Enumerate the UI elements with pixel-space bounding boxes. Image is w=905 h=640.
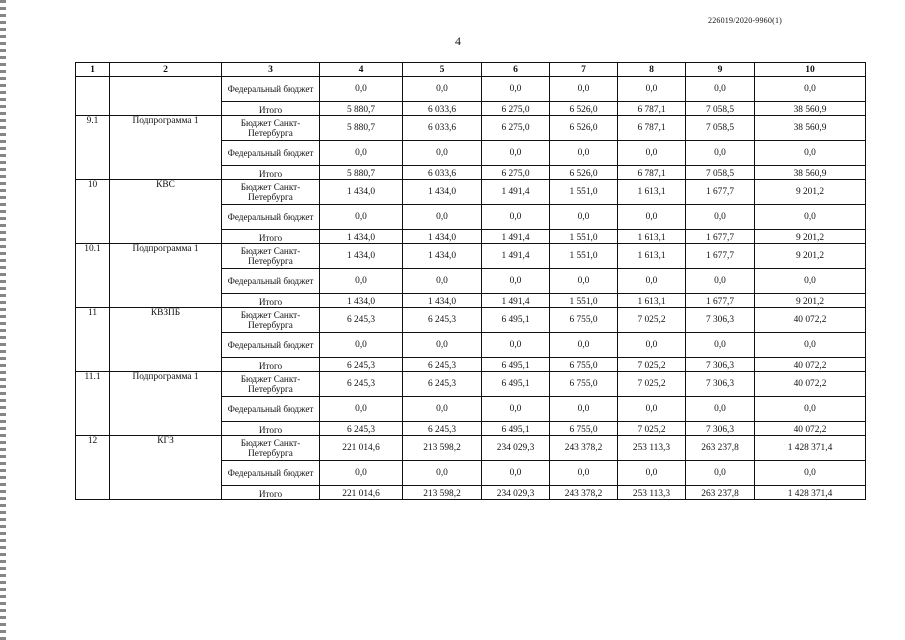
value-cell: 7 025,2 — [618, 308, 686, 333]
header-cell: 3 — [222, 63, 320, 77]
funding-source-cell: Итого — [222, 486, 320, 500]
value-cell: 0,0 — [686, 461, 755, 486]
value-cell: 7 025,2 — [618, 358, 686, 372]
value-cell: 0,0 — [618, 269, 686, 294]
value-cell: 40 072,2 — [755, 422, 866, 436]
program-name-cell: КВЗПБ — [110, 308, 222, 372]
value-cell: 1 434,0 — [320, 244, 403, 269]
value-cell: 0,0 — [686, 205, 755, 230]
value-cell: 6 787,1 — [618, 116, 686, 141]
value-cell: 1 434,0 — [403, 180, 482, 205]
value-cell: 6 245,3 — [403, 422, 482, 436]
value-cell: 7 306,3 — [686, 372, 755, 397]
value-cell: 0,0 — [686, 397, 755, 422]
value-cell: 5 880,7 — [320, 166, 403, 180]
document-id: 226019/2020-9960(1) — [708, 16, 783, 25]
value-cell: 7 058,5 — [686, 166, 755, 180]
value-cell: 0,0 — [686, 141, 755, 166]
table-row — [76, 77, 866, 102]
value-cell: 9 201,2 — [755, 244, 866, 269]
header-cell: 5 — [403, 63, 482, 77]
funding-source-cell: Итого — [222, 294, 320, 308]
value-cell: 1 491,4 — [482, 230, 550, 244]
value-cell: 7 058,5 — [686, 116, 755, 141]
value-cell: 243 378,2 — [550, 436, 618, 461]
program-name-cell: КГЗ — [110, 436, 222, 500]
funding-source-cell: Федеральный бюджет — [222, 461, 320, 486]
program-name-cell: Подпрограмма 1 — [110, 372, 222, 436]
scan-edge-artifact — [0, 0, 6, 640]
funding-source-cell: Федеральный бюджет — [222, 333, 320, 358]
value-cell: 0,0 — [482, 77, 550, 102]
funding-source-cell: Бюджет Санкт-Петербурга — [222, 308, 320, 333]
value-cell: 1 491,4 — [482, 180, 550, 205]
value-cell: 9 201,2 — [755, 294, 866, 308]
value-cell: 0,0 — [403, 269, 482, 294]
value-cell: 0,0 — [550, 333, 618, 358]
value-cell: 0,0 — [482, 269, 550, 294]
value-cell: 0,0 — [550, 269, 618, 294]
value-cell: 1 677,7 — [686, 180, 755, 205]
value-cell: 1 613,1 — [618, 244, 686, 269]
program-name-cell: КВС — [110, 180, 222, 244]
value-cell: 0,0 — [755, 77, 866, 102]
funding-source-cell: Итого — [222, 422, 320, 436]
value-cell: 6 755,0 — [550, 422, 618, 436]
value-cell: 0,0 — [550, 77, 618, 102]
funding-source-cell: Бюджет Санкт-Петербурга — [222, 372, 320, 397]
value-cell: 1 677,7 — [686, 230, 755, 244]
value-cell: 0,0 — [618, 77, 686, 102]
page-number: 4 — [455, 34, 461, 48]
header-cell: 4 — [320, 63, 403, 77]
value-cell: 0,0 — [482, 141, 550, 166]
value-cell: 6 787,1 — [618, 102, 686, 116]
value-cell: 6 495,1 — [482, 372, 550, 397]
value-cell: 1 677,7 — [686, 244, 755, 269]
program-code-cell — [76, 77, 110, 116]
value-cell: 0,0 — [320, 397, 403, 422]
budget-table — [75, 62, 866, 500]
header-cell: 2 — [110, 63, 222, 77]
value-cell: 1 434,0 — [320, 294, 403, 308]
value-cell: 38 560,9 — [755, 102, 866, 116]
value-cell: 1 434,0 — [320, 230, 403, 244]
value-cell: 6 245,3 — [403, 358, 482, 372]
value-cell: 1 491,4 — [482, 294, 550, 308]
value-cell: 0,0 — [403, 461, 482, 486]
value-cell: 6 033,6 — [403, 166, 482, 180]
header-cell: 8 — [618, 63, 686, 77]
value-cell: 0,0 — [618, 141, 686, 166]
header-cell: 1 — [76, 63, 110, 77]
value-cell: 40 072,2 — [755, 358, 866, 372]
value-cell: 0,0 — [320, 77, 403, 102]
value-cell: 6 495,1 — [482, 308, 550, 333]
funding-source-cell: Итого — [222, 102, 320, 116]
value-cell: 0,0 — [755, 397, 866, 422]
value-cell: 1 491,4 — [482, 244, 550, 269]
value-cell: 1 613,1 — [618, 230, 686, 244]
value-cell: 0,0 — [403, 397, 482, 422]
program-name-cell: Подпрограмма 1 — [110, 116, 222, 180]
value-cell: 1 551,0 — [550, 230, 618, 244]
value-cell: 9 201,2 — [755, 180, 866, 205]
value-cell: 0,0 — [403, 333, 482, 358]
value-cell: 1 551,0 — [550, 180, 618, 205]
table-row — [76, 308, 866, 333]
header-cell: 9 — [686, 63, 755, 77]
value-cell: 7 306,3 — [686, 422, 755, 436]
value-cell: 6 526,0 — [550, 102, 618, 116]
value-cell: 0,0 — [403, 205, 482, 230]
value-cell: 0,0 — [482, 461, 550, 486]
value-cell: 6 526,0 — [550, 116, 618, 141]
table-row — [76, 116, 866, 141]
value-cell: 1 428 371,4 — [755, 486, 866, 500]
funding-source-cell: Итого — [222, 230, 320, 244]
value-cell: 7 306,3 — [686, 308, 755, 333]
value-cell: 0,0 — [550, 141, 618, 166]
value-cell: 6 245,3 — [320, 308, 403, 333]
value-cell: 221 014,6 — [320, 486, 403, 500]
value-cell: 1 551,0 — [550, 244, 618, 269]
funding-source-cell: Федеральный бюджет — [222, 397, 320, 422]
program-code-cell: 10.1 — [76, 244, 110, 308]
value-cell: 1 434,0 — [403, 294, 482, 308]
value-cell: 0,0 — [755, 461, 866, 486]
value-cell: 0,0 — [686, 269, 755, 294]
value-cell: 0,0 — [403, 77, 482, 102]
value-cell: 0,0 — [482, 397, 550, 422]
program-code-cell: 11 — [76, 308, 110, 372]
funding-source-cell: Итого — [222, 166, 320, 180]
value-cell: 0,0 — [686, 77, 755, 102]
value-cell: 1 677,7 — [686, 294, 755, 308]
header-cell: 10 — [755, 63, 866, 77]
value-cell: 6 755,0 — [550, 308, 618, 333]
funding-source-cell: Бюджет Санкт-Петербурга — [222, 116, 320, 141]
value-cell: 6 275,0 — [482, 102, 550, 116]
value-cell: 0,0 — [320, 205, 403, 230]
value-cell: 263 237,8 — [686, 486, 755, 500]
value-cell: 234 029,3 — [482, 436, 550, 461]
value-cell: 213 598,2 — [403, 486, 482, 500]
value-cell: 38 560,9 — [755, 166, 866, 180]
funding-source-cell: Итого — [222, 358, 320, 372]
value-cell: 6 245,3 — [320, 358, 403, 372]
value-cell: 9 201,2 — [755, 230, 866, 244]
table-row — [76, 372, 866, 397]
value-cell: 0,0 — [618, 397, 686, 422]
value-cell: 213 598,2 — [403, 436, 482, 461]
value-cell: 6 245,3 — [320, 372, 403, 397]
value-cell: 6 787,1 — [618, 166, 686, 180]
value-cell: 6 245,3 — [320, 422, 403, 436]
funding-source-cell: Бюджет Санкт-Петербурга — [222, 244, 320, 269]
header-cell: 7 — [550, 63, 618, 77]
program-code-cell: 11.1 — [76, 372, 110, 436]
value-cell: 1 434,0 — [403, 230, 482, 244]
funding-source-cell: Федеральный бюджет — [222, 141, 320, 166]
value-cell: 6 495,1 — [482, 422, 550, 436]
value-cell: 243 378,2 — [550, 486, 618, 500]
value-cell: 6 245,3 — [403, 308, 482, 333]
value-cell: 0,0 — [618, 205, 686, 230]
table-row — [76, 180, 866, 205]
value-cell: 253 113,3 — [618, 436, 686, 461]
value-cell: 6 495,1 — [482, 358, 550, 372]
value-cell: 38 560,9 — [755, 116, 866, 141]
value-cell: 221 014,6 — [320, 436, 403, 461]
header-cell: 6 — [482, 63, 550, 77]
funding-source-cell: Федеральный бюджет — [222, 77, 320, 102]
value-cell: 6 755,0 — [550, 372, 618, 397]
value-cell: 0,0 — [482, 205, 550, 230]
value-cell: 6 275,0 — [482, 116, 550, 141]
value-cell: 0,0 — [618, 333, 686, 358]
program-code-cell: 12 — [76, 436, 110, 500]
value-cell: 1 434,0 — [403, 244, 482, 269]
value-cell: 0,0 — [686, 333, 755, 358]
funding-source-cell: Федеральный бюджет — [222, 269, 320, 294]
value-cell: 263 237,8 — [686, 436, 755, 461]
value-cell: 0,0 — [320, 269, 403, 294]
value-cell: 234 029,3 — [482, 486, 550, 500]
funding-source-cell: Бюджет Санкт-Петербурга — [222, 180, 320, 205]
value-cell: 6 526,0 — [550, 166, 618, 180]
value-cell: 6 245,3 — [403, 372, 482, 397]
value-cell: 40 072,2 — [755, 308, 866, 333]
value-cell: 40 072,2 — [755, 372, 866, 397]
value-cell: 6 275,0 — [482, 166, 550, 180]
value-cell: 6 033,6 — [403, 116, 482, 141]
value-cell: 0,0 — [755, 269, 866, 294]
value-cell: 0,0 — [482, 333, 550, 358]
program-code-cell: 10 — [76, 180, 110, 244]
funding-source-cell: Бюджет Санкт-Петербурга — [222, 436, 320, 461]
value-cell: 7 058,5 — [686, 102, 755, 116]
table-row — [76, 436, 866, 461]
table-row — [76, 244, 866, 269]
funding-source-cell: Федеральный бюджет — [222, 205, 320, 230]
value-cell: 7 306,3 — [686, 358, 755, 372]
value-cell: 0,0 — [320, 461, 403, 486]
value-cell: 0,0 — [755, 141, 866, 166]
value-cell: 5 880,7 — [320, 102, 403, 116]
value-cell: 1 613,1 — [618, 180, 686, 205]
value-cell: 1 428 371,4 — [755, 436, 866, 461]
value-cell: 0,0 — [550, 461, 618, 486]
value-cell: 0,0 — [320, 333, 403, 358]
value-cell: 1 551,0 — [550, 294, 618, 308]
program-name-cell — [110, 77, 222, 116]
value-cell: 1 434,0 — [320, 180, 403, 205]
value-cell: 5 880,7 — [320, 116, 403, 141]
value-cell: 0,0 — [755, 205, 866, 230]
value-cell: 7 025,2 — [618, 422, 686, 436]
value-cell: 0,0 — [755, 333, 866, 358]
value-cell: 1 613,1 — [618, 294, 686, 308]
value-cell: 253 113,3 — [618, 486, 686, 500]
value-cell: 7 025,2 — [618, 372, 686, 397]
value-cell: 0,0 — [550, 205, 618, 230]
value-cell: 0,0 — [618, 461, 686, 486]
program-code-cell: 9.1 — [76, 116, 110, 180]
header-row — [76, 63, 866, 77]
value-cell: 6 755,0 — [550, 358, 618, 372]
program-name-cell: Подпрограмма 1 — [110, 244, 222, 308]
value-cell: 0,0 — [550, 397, 618, 422]
value-cell: 0,0 — [403, 141, 482, 166]
value-cell: 6 033,6 — [403, 102, 482, 116]
value-cell: 0,0 — [320, 141, 403, 166]
